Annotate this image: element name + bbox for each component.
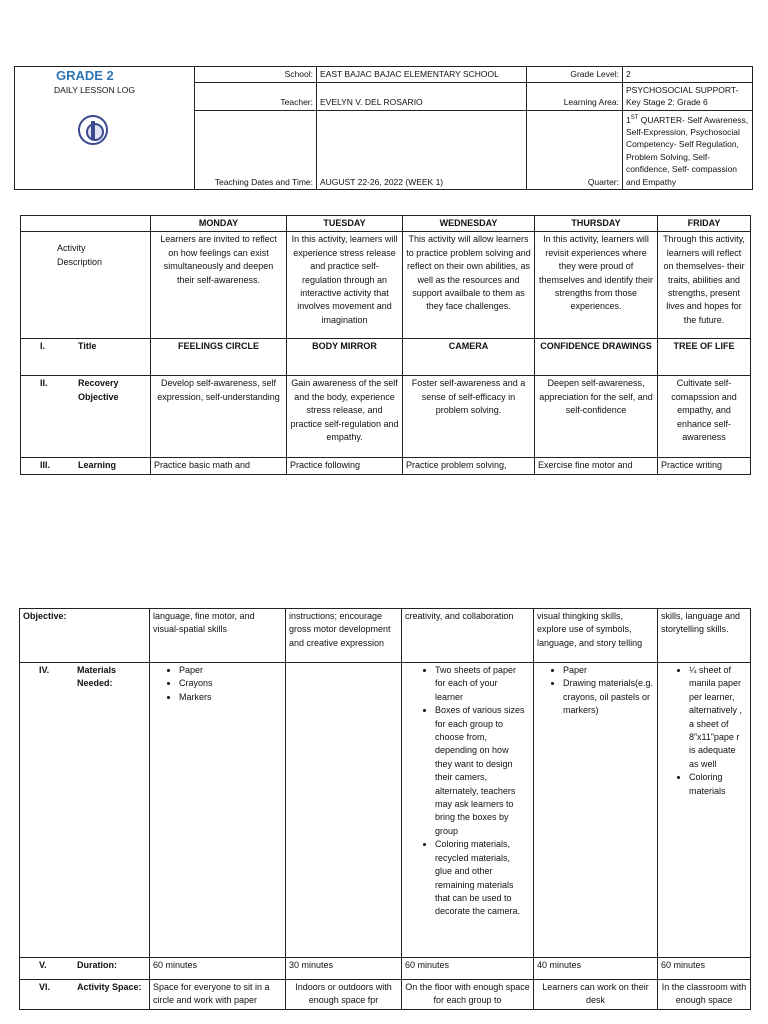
- recovery-monday: Develop self-awareness, self expression, self-understanding: [151, 376, 287, 458]
- space-label-text: Activity Space:: [77, 982, 142, 992]
- title-row: [21, 339, 751, 376]
- lesson-table-continued: [19, 608, 751, 1010]
- learning-thursday: Exercise fine motor and: [535, 458, 658, 474]
- materials-label-line2: Needed:: [77, 678, 113, 689]
- quarter-text: QUARTER- Self Awareness, Self-Expression, Psychosocial Competency- Self Regulation, Problem Solving, Self-confidence, Self- compassion and Empathy: [626, 114, 749, 187]
- learning-monday: Practice basic math and: [151, 458, 287, 474]
- space-thursday: Learners can work on their desk: [534, 980, 658, 1010]
- duration-monday: 60 minutes: [150, 958, 286, 980]
- teacher-value: EVELYN V. DEL ROSARIO: [317, 82, 527, 110]
- duration-wednesday: 60 minutes: [402, 958, 534, 980]
- title-friday: TREE OF LIFE: [658, 339, 751, 376]
- header-title-cell: [15, 67, 195, 190]
- dates-value: AUGUST 22-26, 2022 (WEEK 1): [317, 110, 527, 190]
- learning-roman: III.: [40, 460, 51, 471]
- duration-thursday: 40 minutes: [534, 958, 658, 980]
- duration-label-text: Duration:: [77, 960, 117, 970]
- space-tuesday: Indoors or outdoors with enough space fpr: [286, 980, 402, 1010]
- learning-wednesday: Practice problem solving,: [403, 458, 535, 474]
- recovery-roman: II.: [40, 378, 48, 389]
- quarter-superscript: ST: [630, 114, 639, 121]
- recovery-tuesday: Gain awareness of the self and the body, experience stress release, and practice self-regulation and empathy.: [287, 376, 403, 458]
- space-label: [20, 980, 150, 1010]
- space-friday: In the classroom with enough space: [658, 980, 751, 1010]
- activity-label-line2: Description: [57, 256, 103, 267]
- materials-tuesday: [286, 663, 402, 958]
- objective-row: [20, 609, 751, 663]
- title-thursday: CONFIDENCE DRAWINGS: [535, 339, 658, 376]
- day-thursday: THURSDAY: [535, 216, 658, 232]
- duration-row: [20, 958, 751, 980]
- materials-monday: [150, 663, 286, 958]
- title-label: [21, 339, 151, 376]
- recovery-wednesday: Foster self-awareness and a sense of self-efficacy in problem solving.: [403, 376, 535, 458]
- materials-monday-list: [153, 664, 282, 704]
- recovery-label-line1: Recovery: [78, 378, 119, 389]
- duration-friday: 60 minutes: [658, 958, 751, 980]
- day-monday: MONDAY: [151, 216, 287, 232]
- school-label: School:: [195, 67, 317, 83]
- title-monday: FEELINGS CIRCLE: [151, 339, 287, 376]
- materials-label-text: [77, 664, 116, 691]
- learning-tuesday: Practice following: [287, 458, 403, 474]
- recovery-label-line2: Objective: [78, 391, 119, 402]
- grade-title: GRADE 2: [56, 68, 114, 83]
- grade-level-label: Grade Level:: [527, 67, 623, 83]
- title-tuesday: BODY MIRROR: [287, 339, 403, 376]
- learning-row: [21, 458, 751, 474]
- school-value: EAST BAJAC BAJAC ELEMENTARY SCHOOL: [317, 67, 527, 83]
- activity-wednesday: This activity will allow learners to practice problem solving and reflect on their own abilities, as well as the resources and support availbale to them as they face challenges.: [403, 232, 535, 339]
- activity-friday: Through this activity, learners will reflect on themselves- their traits, abilities and strengths, present lives and hopes for the future.: [658, 232, 751, 339]
- learning-area-value: PSYCHOSOCIAL SUPPORT- Key Stage 2: Grade 6: [623, 82, 753, 110]
- objective-thursday: visual thingking skills, explore use of symbols, language, and story telling: [534, 609, 658, 663]
- deped-seal-icon: [78, 115, 108, 145]
- title-wednesday: CAMERA: [403, 339, 535, 376]
- duration-label: [20, 958, 150, 980]
- materials-friday: [658, 663, 751, 958]
- objective-friday: skills, language and storytelling skills.: [658, 609, 751, 663]
- activity-tuesday: In this activity, learners will experience stress release and practice self- regulation through an interactive activity that involves movement and imagination: [287, 232, 403, 339]
- learning-label: [21, 458, 151, 474]
- list-item: • Coloring materials: [689, 771, 747, 798]
- objective-label: Objective:: [20, 609, 150, 663]
- learning-friday: Practice writing: [658, 458, 751, 474]
- space-roman: VI.: [39, 982, 51, 992]
- activity-thursday: In this activity, learners will revisit experiences where they were proud of themselves and identify their strengths from those experiences.: [535, 232, 658, 339]
- materials-roman: IV.: [39, 665, 50, 675]
- learning-area-label: Learning Area:: [527, 82, 623, 110]
- objective-monday: language, fine motor, and visual-spatial skills: [150, 609, 286, 663]
- recovery-label: [21, 376, 151, 458]
- title-label-text: Title: [78, 341, 97, 352]
- day-tuesday: TUESDAY: [287, 216, 403, 232]
- quarter-value: [623, 110, 753, 190]
- space-row: [20, 980, 751, 1010]
- list-item: • Boxes of various sizes for each group to choose from, depending on how they want to design their camers, alternately, teachers may ask learners to bring the boxes by group: [435, 704, 526, 838]
- materials-wednesday: [402, 663, 534, 958]
- space-wednesday: On the floor with enough space for each group to: [402, 980, 534, 1010]
- quarter-number: 1: [626, 114, 631, 125]
- list-item: • Two sheets of paper for each of your learner: [435, 664, 526, 704]
- materials-wednesday-list: [405, 664, 530, 919]
- space-monday: Space for everyone to sit in a circle and work with paper: [150, 980, 286, 1010]
- materials-thursday-list: [537, 664, 654, 718]
- recovery-label-text: [78, 377, 119, 404]
- recovery-friday: Cultivate self-comapssion and empathy, and enhance self-awareness: [658, 376, 751, 458]
- objective-tuesday: instructions; encourage gross motor development and creative expression: [286, 609, 402, 663]
- header-table: [14, 66, 753, 190]
- recovery-row: [21, 376, 751, 458]
- daily-lesson-log-title: DAILY LESSON LOG: [54, 85, 135, 95]
- teacher-label: Teacher:: [195, 82, 317, 110]
- list-item: • Paper: [563, 664, 654, 677]
- materials-friday-list: [661, 664, 747, 798]
- list-item: • Markers: [179, 691, 282, 704]
- materials-label-line1: Materials: [77, 665, 117, 675]
- list-item: • Paper: [179, 664, 282, 677]
- dates-label: Teaching Dates and Time:: [195, 110, 317, 190]
- grade-level-value: 2: [623, 67, 753, 83]
- duration-tuesday: 30 minutes: [286, 958, 402, 980]
- activity-row: [21, 232, 751, 339]
- activity-label: [21, 232, 151, 339]
- recovery-thursday: Deepen self-awareness, appreciation for the self, and self-confidence: [535, 376, 658, 458]
- quarter-label: Quarter:: [527, 110, 623, 190]
- objective-wednesday: creativity, and collaboration: [402, 609, 534, 663]
- duration-roman: V.: [39, 960, 47, 970]
- day-wednesday: WEDNESDAY: [403, 216, 535, 232]
- materials-row: [20, 663, 751, 958]
- learning-label-text: Learning: [78, 460, 117, 471]
- list-item: • Drawing materials(e.g. crayons, oil pastels or markers): [563, 677, 654, 717]
- materials-label: [20, 663, 150, 958]
- lesson-table: [20, 215, 751, 475]
- days-header-row: [21, 216, 751, 232]
- list-item: • ¼ sheet of manila paper per learner, alternatively , a sheet of 8”x11”pape r is adequate as well: [689, 664, 747, 771]
- list-item: • Coloring materials, recycled materials, glue and other remaining materials that can be used to decorate the camera.: [435, 838, 526, 918]
- corner-cell: [21, 216, 151, 232]
- title-roman: I.: [40, 341, 46, 352]
- materials-thursday: [534, 663, 658, 958]
- day-friday: FRIDAY: [658, 216, 751, 232]
- activity-monday: Learners are invited to reflect on how feelings can exist simultaneously and deepen their self-awareness.: [151, 232, 287, 339]
- list-item: • Crayons: [179, 677, 282, 690]
- activity-label-line1: Activity: [57, 243, 86, 254]
